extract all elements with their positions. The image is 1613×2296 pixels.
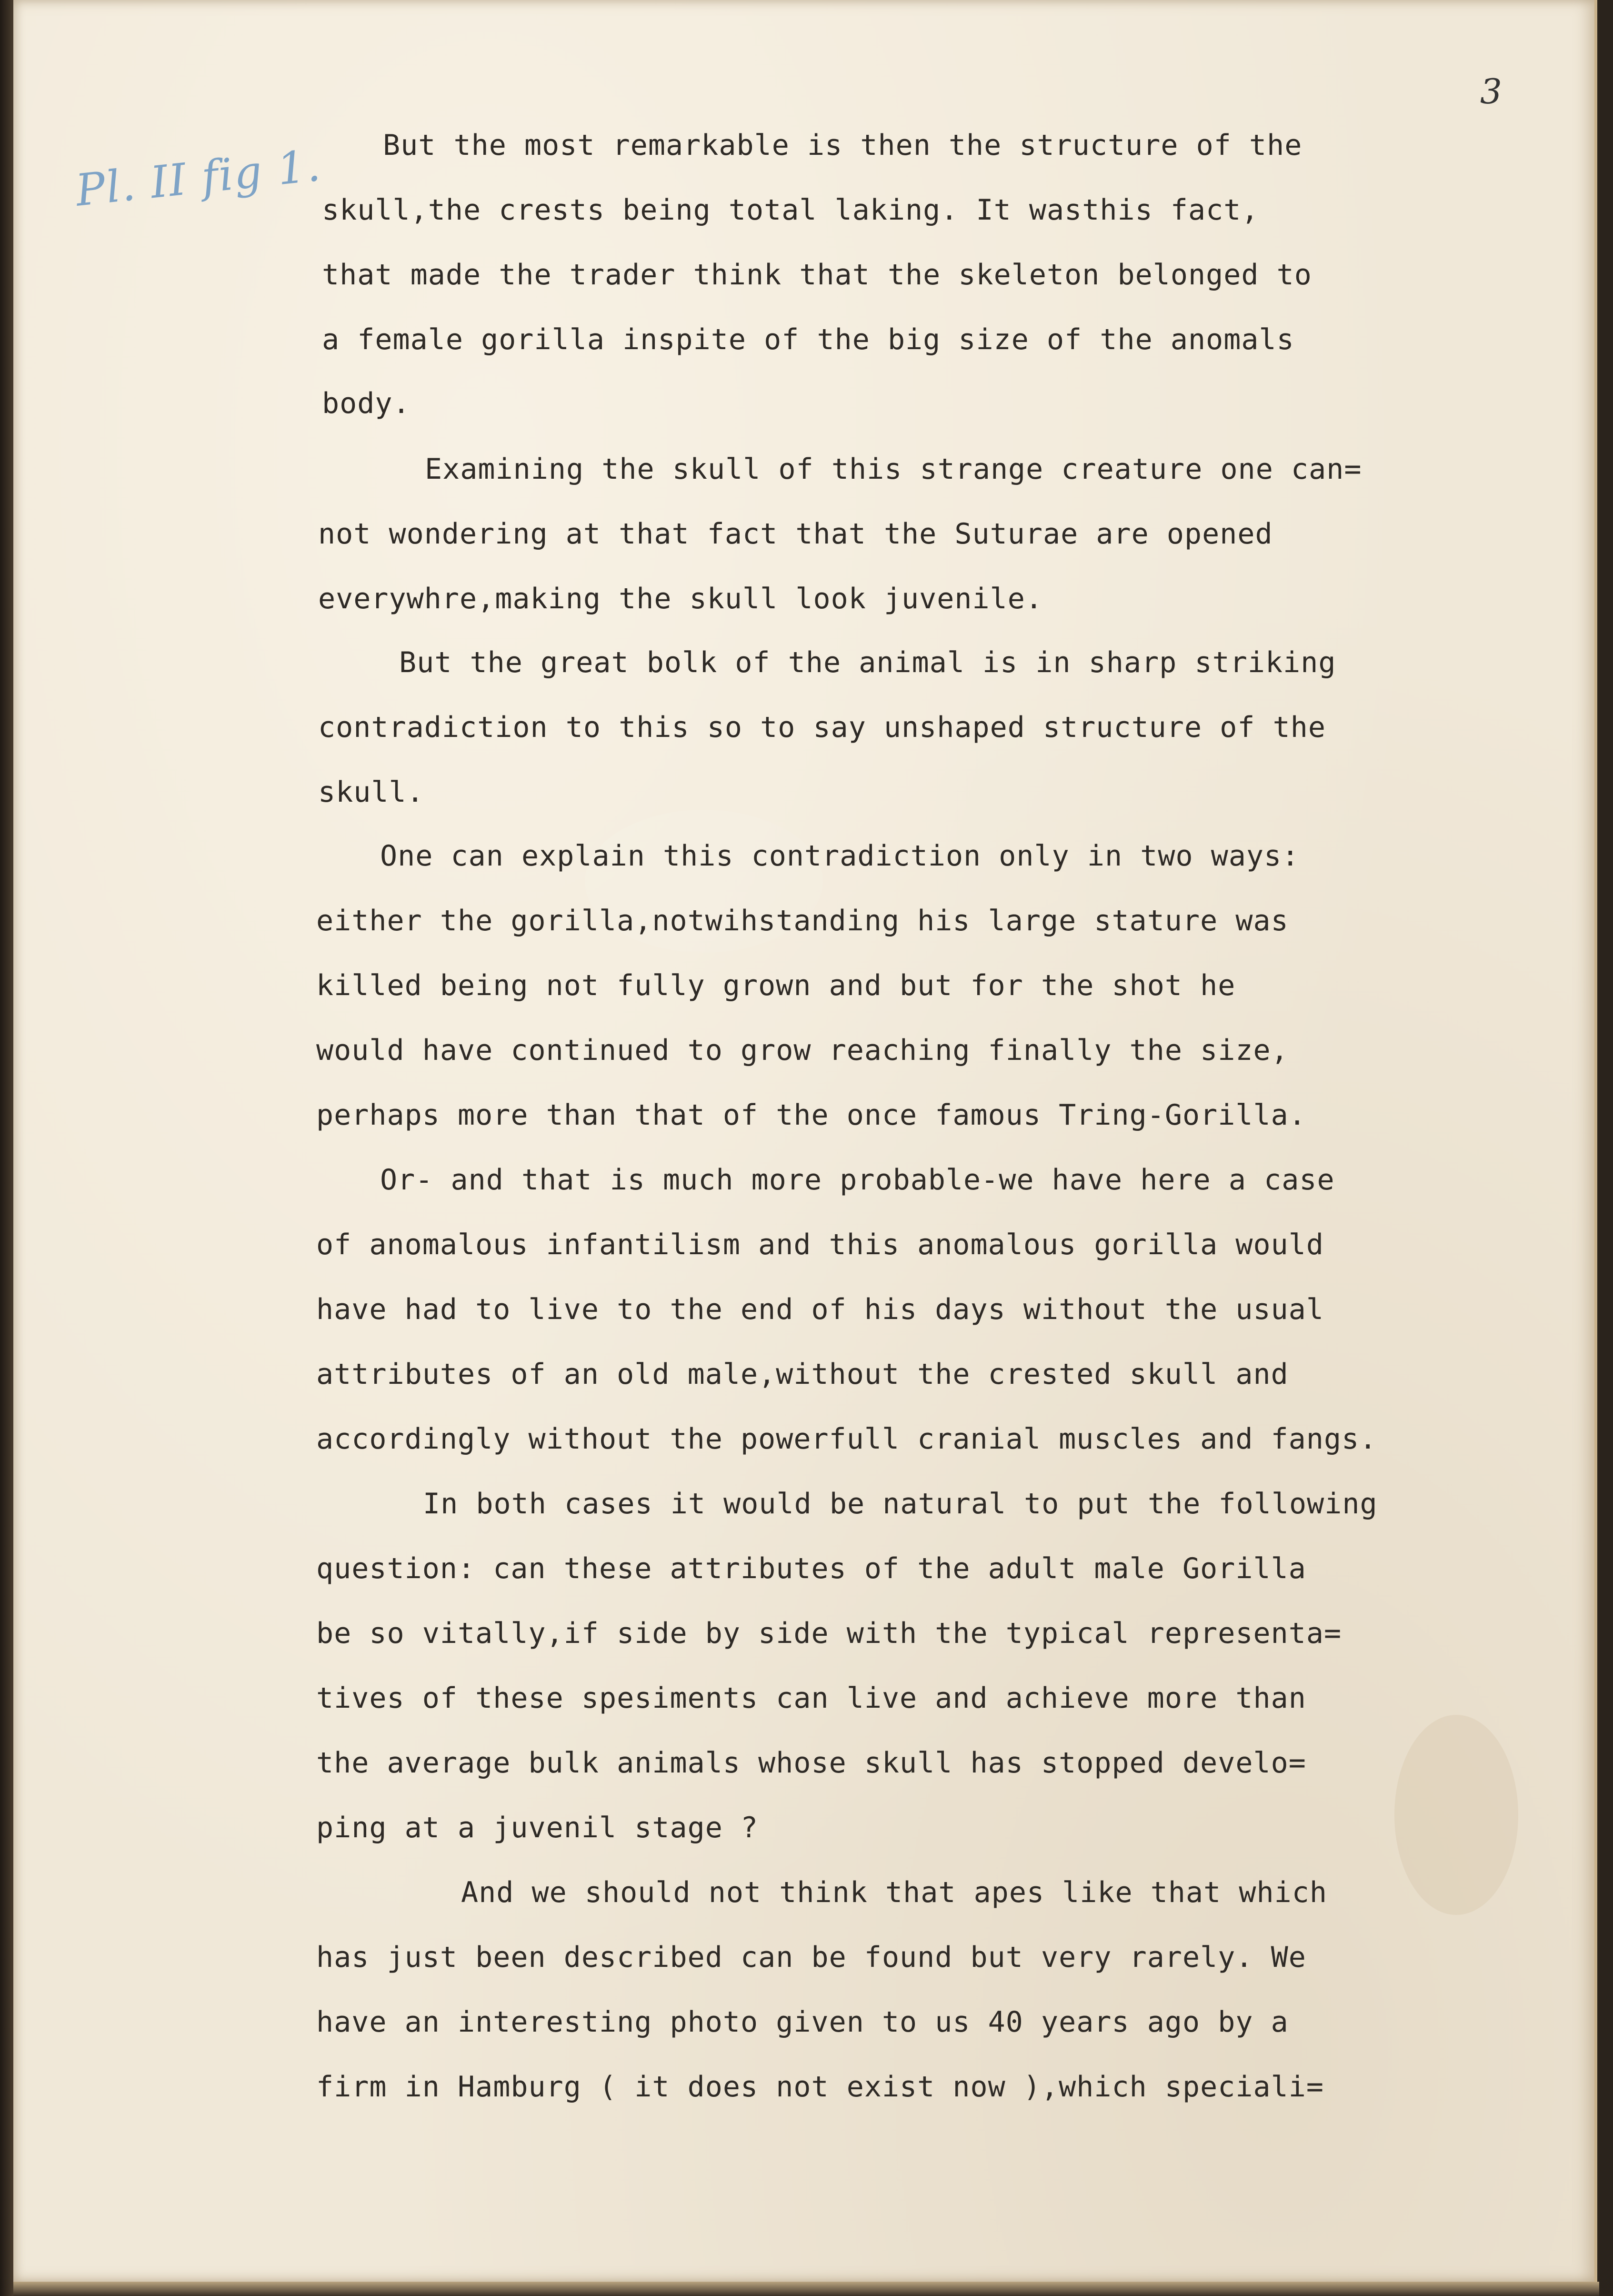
- text-line: Or- and that is much more probable-we have here a case: [380, 1163, 1335, 1197]
- text-line: have had to live to the end of his days without the usual: [316, 1293, 1324, 1326]
- typed-text-block: [13, 0, 1594, 2282]
- text-line: have an interesting photo given to us 40 years ago by a: [316, 2005, 1289, 2039]
- text-line: And we should not think that apes like that which: [461, 1876, 1328, 1909]
- text-line: a female gorilla inspite of the big size of the anomals: [322, 323, 1294, 356]
- text-line: everywhre,making the skull look juvenile.: [318, 582, 1043, 615]
- text-line: firm in Hamburg ( it does not exist now ),which speciali=: [316, 2070, 1324, 2104]
- text-line: has just been described can be found but very rarely. We: [316, 1941, 1306, 1974]
- margin-annotation: Pl. II fig 1.: [73, 140, 324, 216]
- page-number: 3: [1480, 71, 1502, 111]
- text-line: killed being not fully grown and but for the shot he: [316, 969, 1236, 1002]
- text-line: of anomalous infantilism and this anomalous gorilla would: [316, 1228, 1324, 1261]
- text-line: accordingly without the powerfull cranial muscles and fangs.: [316, 1422, 1377, 1456]
- text-line: perhaps more than that of the once famous Tring-Gorilla.: [316, 1098, 1306, 1132]
- text-line: But the most remarkable is then the structure of the: [383, 129, 1302, 162]
- text-line: tives of these spesiments can live and achieve more than: [316, 1682, 1306, 1715]
- text-line: the average bulk animals whose skull has stopped develo=: [316, 1746, 1306, 1780]
- text-line: contradiction to this so to say unshaped structure of the: [318, 711, 1326, 744]
- text-line: attributes of an old male,without the crested skull and: [316, 1358, 1289, 1391]
- text-line: But the great bolk of the animal is in sharp striking: [399, 646, 1336, 679]
- text-line: be so vitally,if side by side with the typical representa=: [316, 1617, 1342, 1650]
- text-line: would have continued to grow reaching finally the size,: [316, 1034, 1289, 1067]
- text-line: One can explain this contradiction only in two ways:: [380, 839, 1300, 873]
- text-line: either the gorilla,notwihstanding his large stature was: [316, 904, 1289, 937]
- text-line: that made the trader think that the skeleton belonged to: [322, 258, 1312, 292]
- text-line: ping at a juvenil stage ?: [316, 1811, 759, 1844]
- text-line: In both cases it would be natural to put the following: [423, 1487, 1378, 1521]
- text-line: skull.: [318, 775, 424, 809]
- document-page: [13, 0, 1597, 2282]
- text-line: not wondering at that fact that the Suturae are opened: [318, 517, 1273, 551]
- text-line: Examining the skull of this strange creature one can=: [425, 453, 1362, 486]
- text-line: question: can these attributes of the adult male Gorilla: [316, 1552, 1306, 1585]
- text-line: skull,the crests being total laking. It wasthis fact,: [322, 193, 1259, 227]
- page-bottom-edge: [13, 2282, 1599, 2296]
- text-line: body.: [322, 387, 411, 420]
